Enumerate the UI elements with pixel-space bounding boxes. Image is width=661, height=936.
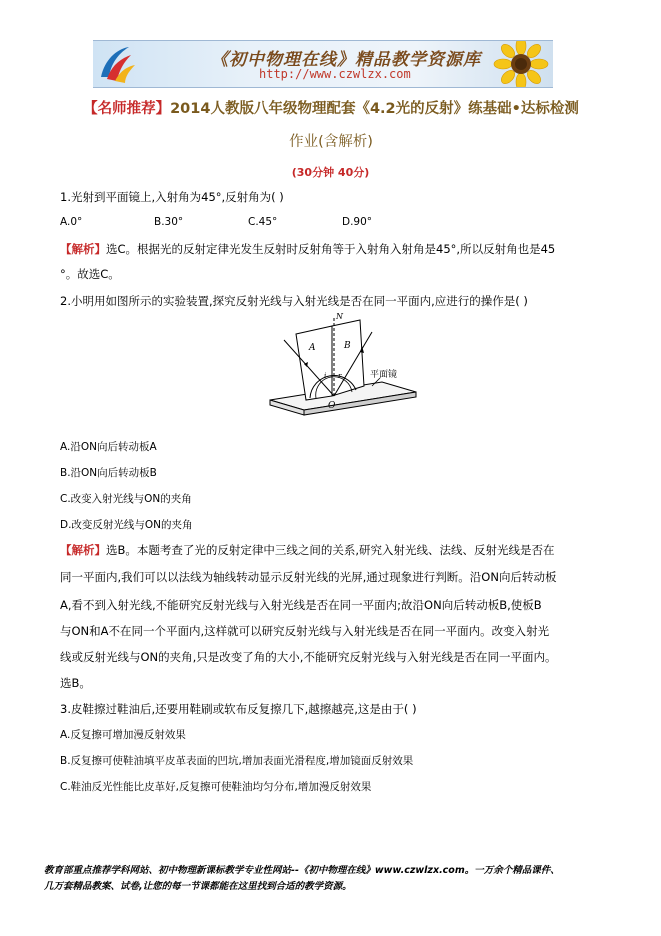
q1-options: [60, 214, 600, 230]
sunflower-icon: [481, 41, 551, 87]
q1-stem: 1.光射到平面镜上,入射角为45°,反射角为( ): [60, 190, 284, 204]
q2-analysis-line1: [60, 542, 600, 558]
q1-option-b: B.30°: [154, 216, 184, 228]
label-angle-i: i: [324, 372, 327, 380]
q3-option-c: C.鞋油反光性能比皮革好,反复擦可使鞋油均匀分布,增加漫反射效果: [60, 781, 372, 793]
footer-line1: 教育部重点推荐学科网站、初中物理新课标教学专业性网站--《初中物理在线》www.czwlzx.com。一万余个精品课件、: [44, 865, 560, 876]
page-footer: [44, 863, 624, 895]
q2-stem: 2.小明用如图所示的实验装置,探究反射光线与入射光线是否在同一平面内,应进行的操作是( ): [60, 294, 528, 308]
q2-option-c: C.改变入射光线与ON的夹角: [60, 493, 192, 505]
title-prefix: 【名师推荐】: [83, 101, 171, 117]
site-banner: [93, 40, 553, 88]
q2-analysis-label: 【解析】: [60, 543, 106, 557]
q1-analysis-line1: 选C。根据光的反射定律光发生反射时反射角等于入射角入射角是45°,所以反射角也是45: [106, 242, 556, 256]
q2-analysis-line5: 线或反射光线与ON的夹角,只是改变了角的大小,不能研究反射光线与入射光线是否在同一平面内。: [60, 650, 557, 664]
q3-stem: 3.皮鞋擦过鞋油后,还要用鞋刷或软布反复擦几下,越擦越亮,这是由于( ): [60, 702, 417, 716]
document-title-line1: [66, 97, 596, 118]
label-point-o: O: [328, 401, 336, 411]
q1-option-d: D.90°: [342, 216, 373, 228]
q2-option-d: D.改变反射光线与ON的夹角: [60, 519, 193, 531]
q1-analysis-line2: °。故选C。: [60, 267, 120, 281]
banner-title: 《初中物理在线》精品教学资源库: [211, 50, 481, 70]
document-title-line2: 作业(含解析): [289, 134, 373, 150]
q2-analysis-line2: 同一平面内,我们可以以法线为轴线转动显示反射光线的光屏,通过现象进行判断。沿ON向后转动板: [60, 570, 557, 584]
q3-option-a: A.反复擦可增加漫反射效果: [60, 729, 186, 741]
time-score-info: (30分钟 40分): [291, 166, 370, 179]
label-board-a: A: [309, 343, 316, 353]
swoosh-logo-icon: [95, 43, 139, 85]
q2-option-a: A.沿ON向后转动板A: [60, 441, 157, 453]
q1-option-a: A.0°: [60, 216, 83, 228]
q1-analysis: [60, 241, 600, 257]
q1-analysis-label: 【解析】: [60, 242, 106, 256]
banner-url[interactable]: http://www.czwlzx.com: [259, 67, 411, 81]
q1-option-c: C.45°: [248, 216, 278, 228]
label-normal-n: N: [336, 312, 343, 321]
q2-analysis-line4: 与ON和A不在同一个平面内,这样就可以研究反射光线与入射光线是否在同一平面内。改变入射光: [60, 624, 550, 638]
title-text: 2014人教版八年级物理配套《4.2光的反射》练基础•达标检测: [170, 101, 579, 117]
q2-analysis-line3: A,看不到入射光线,不能研究反射光线与入射光线是否在同一平面内;故沿ON向后转动板B,使板B: [60, 598, 542, 612]
q2-analysis-line6: 选B。: [60, 676, 91, 690]
q2-option-b: B.沿ON向后转动板B: [60, 467, 157, 479]
label-plane-mirror: 平面镜: [370, 370, 398, 380]
label-board-b: B: [344, 341, 351, 351]
footer-line2: 几万套精品教案、试卷,让您的每一节课都能在这里找到合适的教学资源。: [44, 881, 352, 892]
reflection-apparatus-figure: [262, 312, 422, 418]
q2-analysis-text-1: 选B。本题考查了光的反射定律中三线之间的关系,研究入射光线、法线、反射光线是否在: [106, 543, 555, 557]
label-angle-r: r: [338, 372, 342, 380]
q3-option-b: B.反复擦可使鞋油填平皮革表面的凹坑,增加表面光滑程度,增加镜面反射效果: [60, 755, 414, 767]
